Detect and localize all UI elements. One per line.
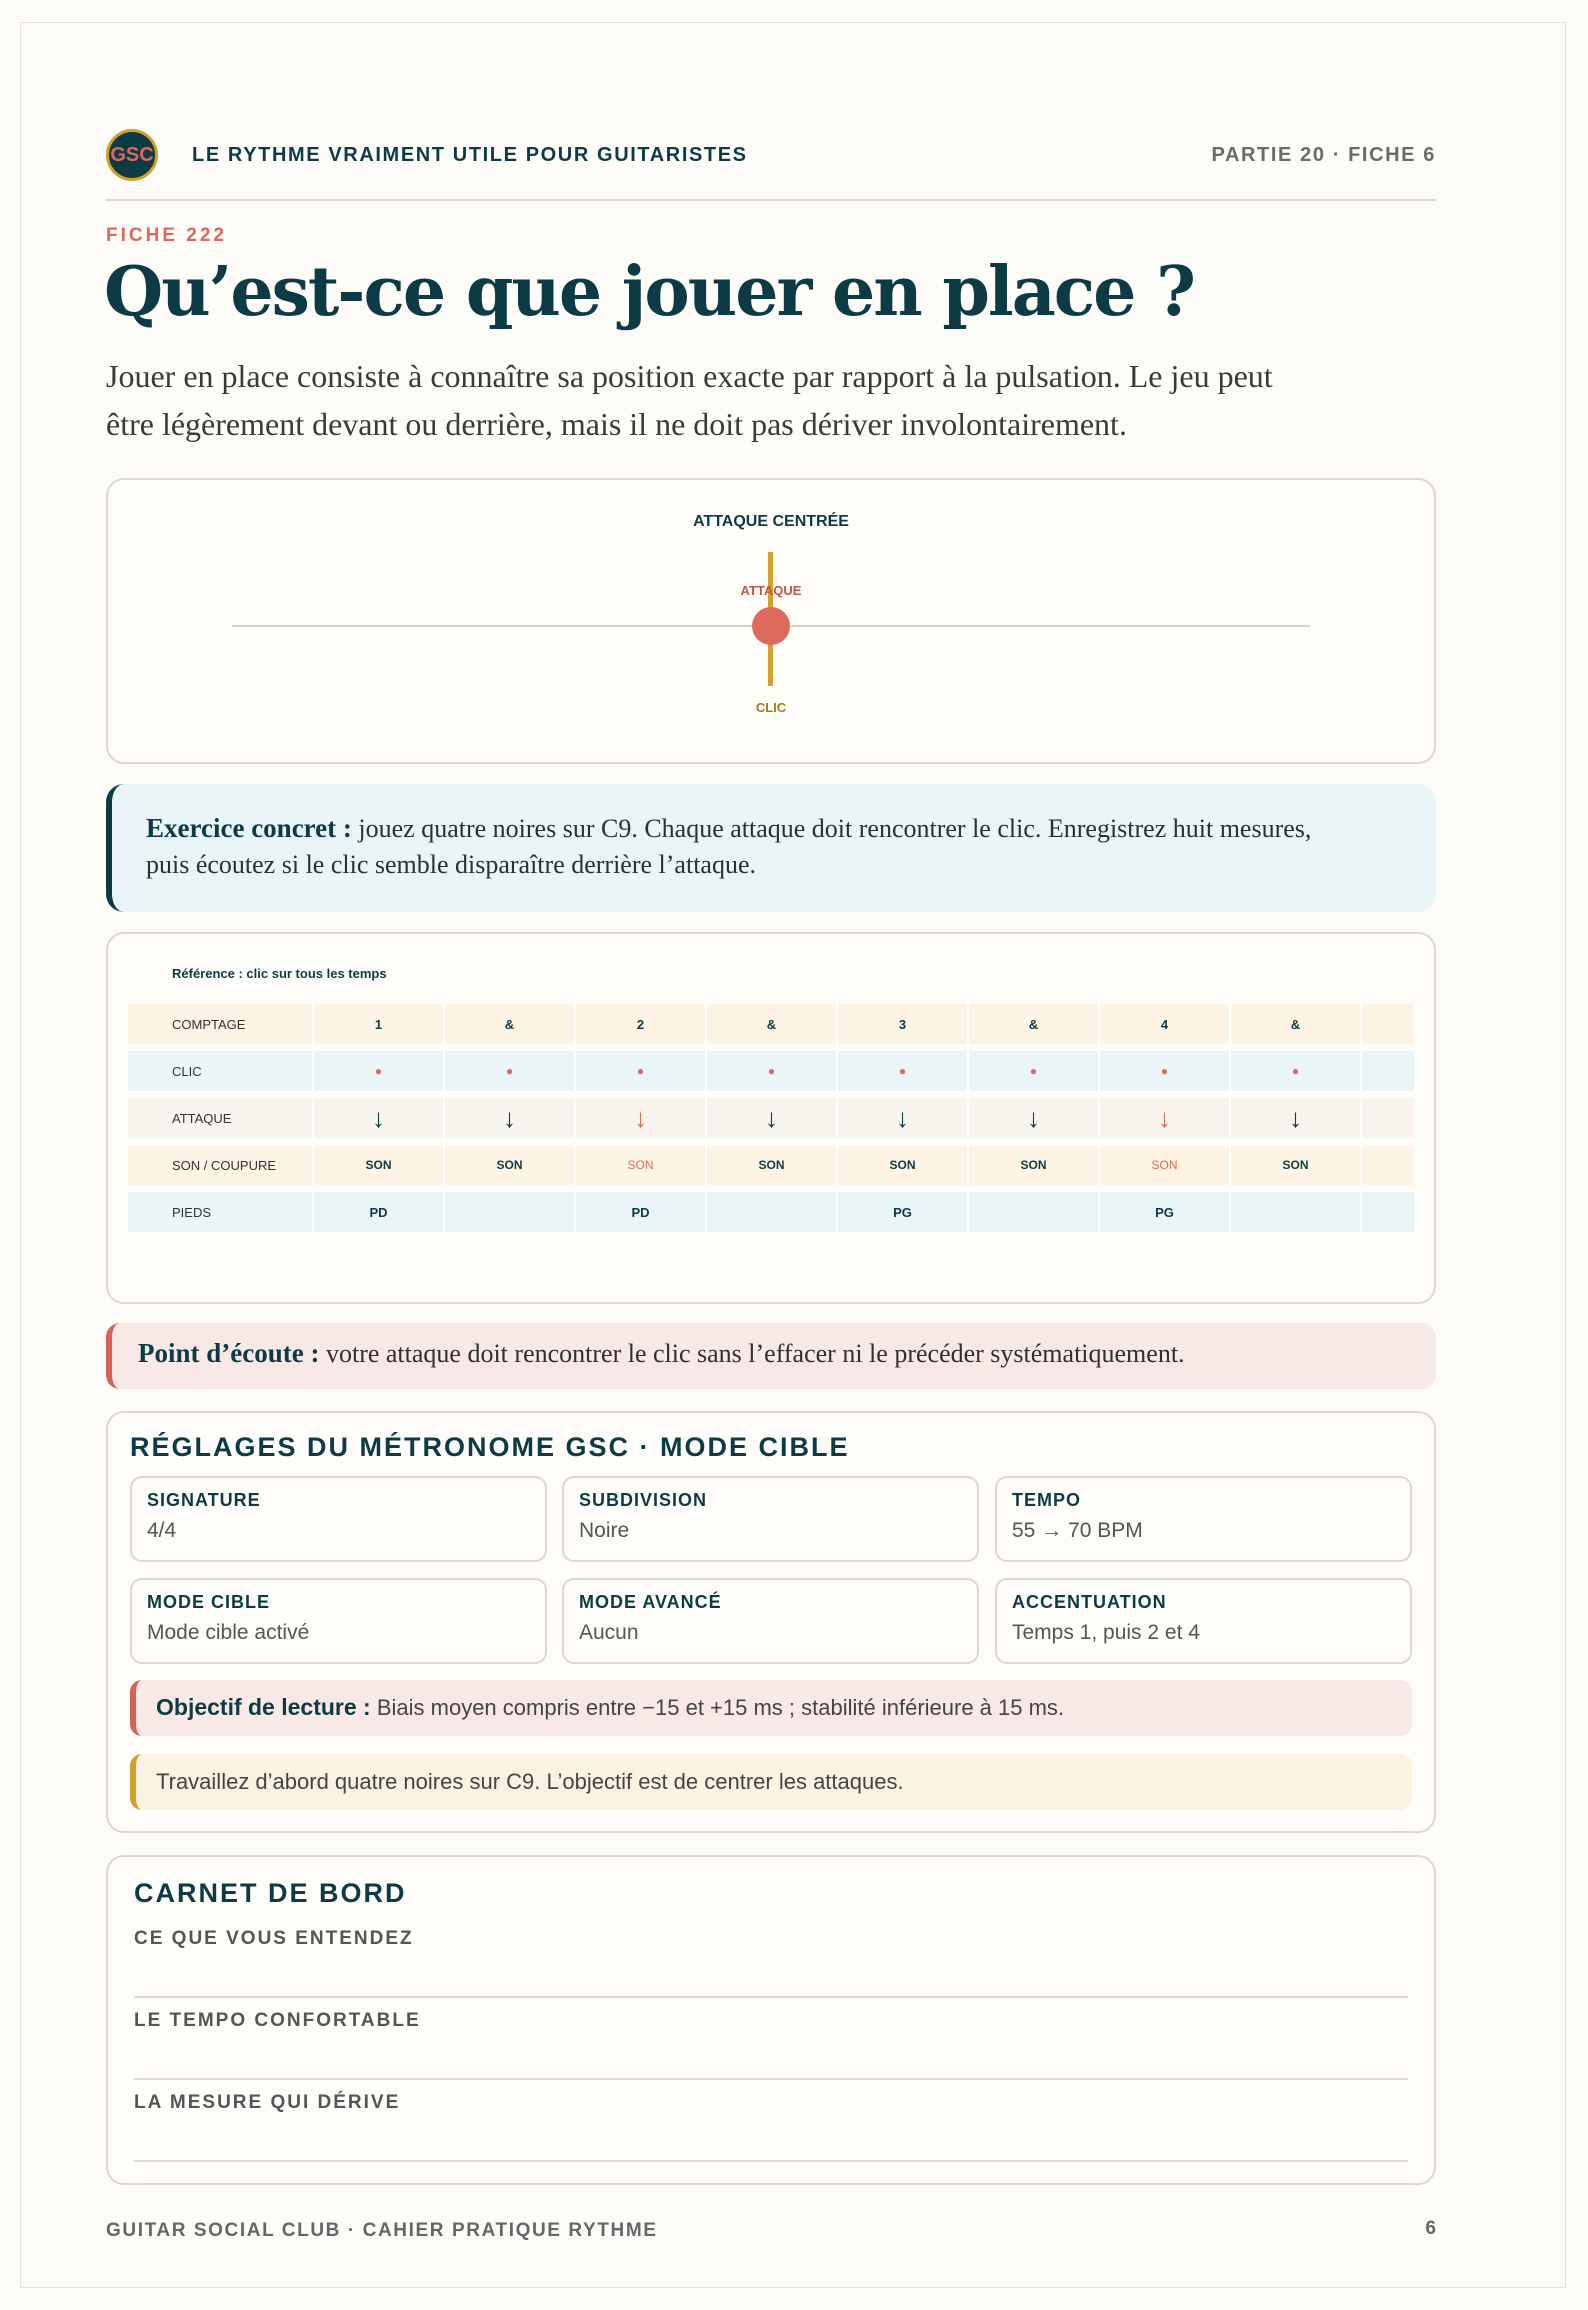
log-write-line[interactable] [134,2160,1408,2162]
listen-lead: Point d’écoute : [138,1338,320,1368]
objective-lead: Objectif de lecture : [156,1694,371,1720]
setting-value: 4/4 [147,1519,177,1542]
intro-line-1: Jouer en place consiste à connaître sa position exacte par rapport à la pulsation. Le jeu peut [106,358,1273,394]
setting-subdivision [562,1476,979,1562]
grid-cell: & [445,1004,576,1044]
setting-advanced-mode [562,1578,979,1664]
grid-tail-cell [1362,1192,1410,1232]
grid-tail-cell [1362,1098,1410,1138]
grid-cell: PD [314,1192,445,1232]
grid-cell [969,1192,1100,1232]
exercise-line-1 [146,810,1408,847]
grid-reference: Référence : clic sur tous les temps [172,966,387,981]
grid-cell: 3 [838,1004,969,1044]
grid-cell: 1 [314,1004,445,1044]
grid-cell: SON [969,1145,1100,1185]
setting-label: MODE CIBLE [147,1592,271,1612]
log-field-label: CE QUE VOUS ENTENDEZ [134,1928,414,1949]
grid-cell: 2 [576,1004,707,1044]
grid-row [128,1192,1414,1232]
setting-accentuation [995,1578,1412,1664]
log-field-label: LE TEMPO CONFORTABLE [134,2010,421,2031]
log-write-line[interactable] [134,1996,1408,1998]
attack-label: ATTAQUE [740,583,802,598]
grid-row [128,1004,1414,1044]
grid-cell: SON [314,1145,445,1185]
grid-row-label: COMPTAGE [128,1004,314,1044]
grid-cell: & [969,1004,1100,1044]
setting-value: Aucun [579,1621,639,1644]
grid-cell: ↓ [576,1098,707,1138]
grid-tail-cell [1362,1004,1410,1044]
grid-cell [707,1192,838,1232]
setting-value: Noire [579,1519,630,1542]
grid-row-label: SON / COUPURE [128,1145,314,1185]
grid-cell: SON [445,1145,576,1185]
grid-row [128,1098,1414,1138]
grid-cell: SON [576,1145,707,1185]
header-part: PARTIE 20 · FICHE 6 [1211,144,1436,166]
logo-text: GSC [110,143,154,166]
grid-cell: ● [314,1051,445,1091]
click-label: CLIC [755,700,787,715]
setting-label: TEMPO [1012,1490,1082,1510]
grid-cell: SON [707,1145,838,1185]
tip-callout: Travaillez d’abord quatre noires sur C9. L’objectif est de centrer les attaques. [130,1754,1412,1810]
setting-signature [130,1476,547,1562]
attack-dot [752,607,790,645]
grid-cell: ● [969,1051,1100,1091]
grid-cell: 4 [1100,1004,1231,1044]
grid-row [128,1145,1414,1185]
grid-cell [1231,1192,1362,1232]
grid-cell: ↓ [445,1098,576,1138]
header-title: LE RYTHME VRAIMENT UTILE POUR GUITARISTES [192,144,748,166]
exercise-lead: Exercice concret : [146,813,352,843]
grid-cell: SON [1100,1145,1231,1185]
log-field-label: LA MESURE QUI DÉRIVE [134,2092,401,2113]
grid-cell: ↓ [838,1098,969,1138]
grid-cell: ● [576,1051,707,1091]
setting-value: Mode cible activé [147,1621,310,1644]
grid-cell: & [1231,1004,1362,1044]
grid-cell: ↓ [314,1098,445,1138]
diagram-title: ATTAQUE CENTRÉE [693,513,849,530]
fiche-number: FICHE 222 [106,225,227,246]
grid-cell: PG [838,1192,969,1232]
setting-tempo [995,1476,1412,1562]
footer-text: GUITAR SOCIAL CLUB · CAHIER PRATIQUE RYTHME [106,2220,658,2241]
grid-cell: PD [576,1192,707,1232]
grid-cell: SON [838,1145,969,1185]
grid-cell: PG [1100,1192,1231,1232]
objective-callout [130,1680,1412,1736]
grid-cell: ↓ [969,1098,1100,1138]
grid-row-label: PIEDS [128,1192,314,1232]
objective-text: Biais moyen compris entre −15 et +15 ms ; stabilité inférieure à 15 ms. [370,1695,1065,1720]
grid-cell: ● [707,1051,838,1091]
grid-cell: ● [445,1051,576,1091]
grid-row [128,1051,1414,1091]
exercise-text-1: jouez quatre noires sur C9. Chaque attaque doit rencontrer le clic. Enregistrez huit mesures, [351,814,1312,843]
setting-label: SUBDIVISION [579,1490,708,1510]
setting-label: MODE AVANCÉ [579,1592,722,1612]
grid-row-label: ATTAQUE [128,1098,314,1138]
grid-cell [445,1192,576,1232]
grid-cell: ↓ [1231,1098,1362,1138]
grid-cell: ↓ [707,1098,838,1138]
log-write-line[interactable] [134,2078,1408,2080]
intro-text [106,352,1436,448]
exercise-callout [106,784,1436,912]
gsc-logo [106,129,158,181]
grid-tail-cell [1362,1051,1410,1091]
grid-cell: ● [1100,1051,1231,1091]
grid-cell: ● [1231,1051,1362,1091]
grid-tail-cell [1362,1145,1410,1185]
grid-cell: ↓ [1100,1098,1231,1138]
metronome-title: RÉGLAGES DU MÉTRONOME GSC · MODE CIBLE [130,1432,850,1462]
listen-callout [106,1323,1436,1389]
setting-label: ACCENTUATION [1012,1592,1167,1612]
grid-cell: SON [1231,1145,1362,1185]
setting-value: Temps 1, puis 2 et 4 [1012,1621,1200,1644]
log-title: CARNET DE BORD [134,1878,407,1908]
grid-cell: ● [838,1051,969,1091]
page-title: Qu’est-ce que jouer en place ? [104,252,1194,332]
grid-cell: & [707,1004,838,1044]
header-divider [106,199,1436,201]
page-number: 6 [1425,2218,1436,2239]
exercise-line-2: puis écoutez si le clic semble disparaître derrière l’attaque. [146,850,756,879]
setting-target-mode [130,1578,547,1664]
listen-text: votre attaque doit rencontrer le clic sans l’effacer ni le précéder systématiquement. [319,1339,1185,1368]
setting-value: 55 → 70 BPM [1012,1519,1143,1542]
setting-label: SIGNATURE [147,1490,261,1510]
intro-line-2: être légèrement devant ou derrière, mais il ne doit pas dériver involontairement. [106,406,1127,442]
attack-diagram [106,478,1436,764]
grid-row-label: CLIC [128,1051,314,1091]
